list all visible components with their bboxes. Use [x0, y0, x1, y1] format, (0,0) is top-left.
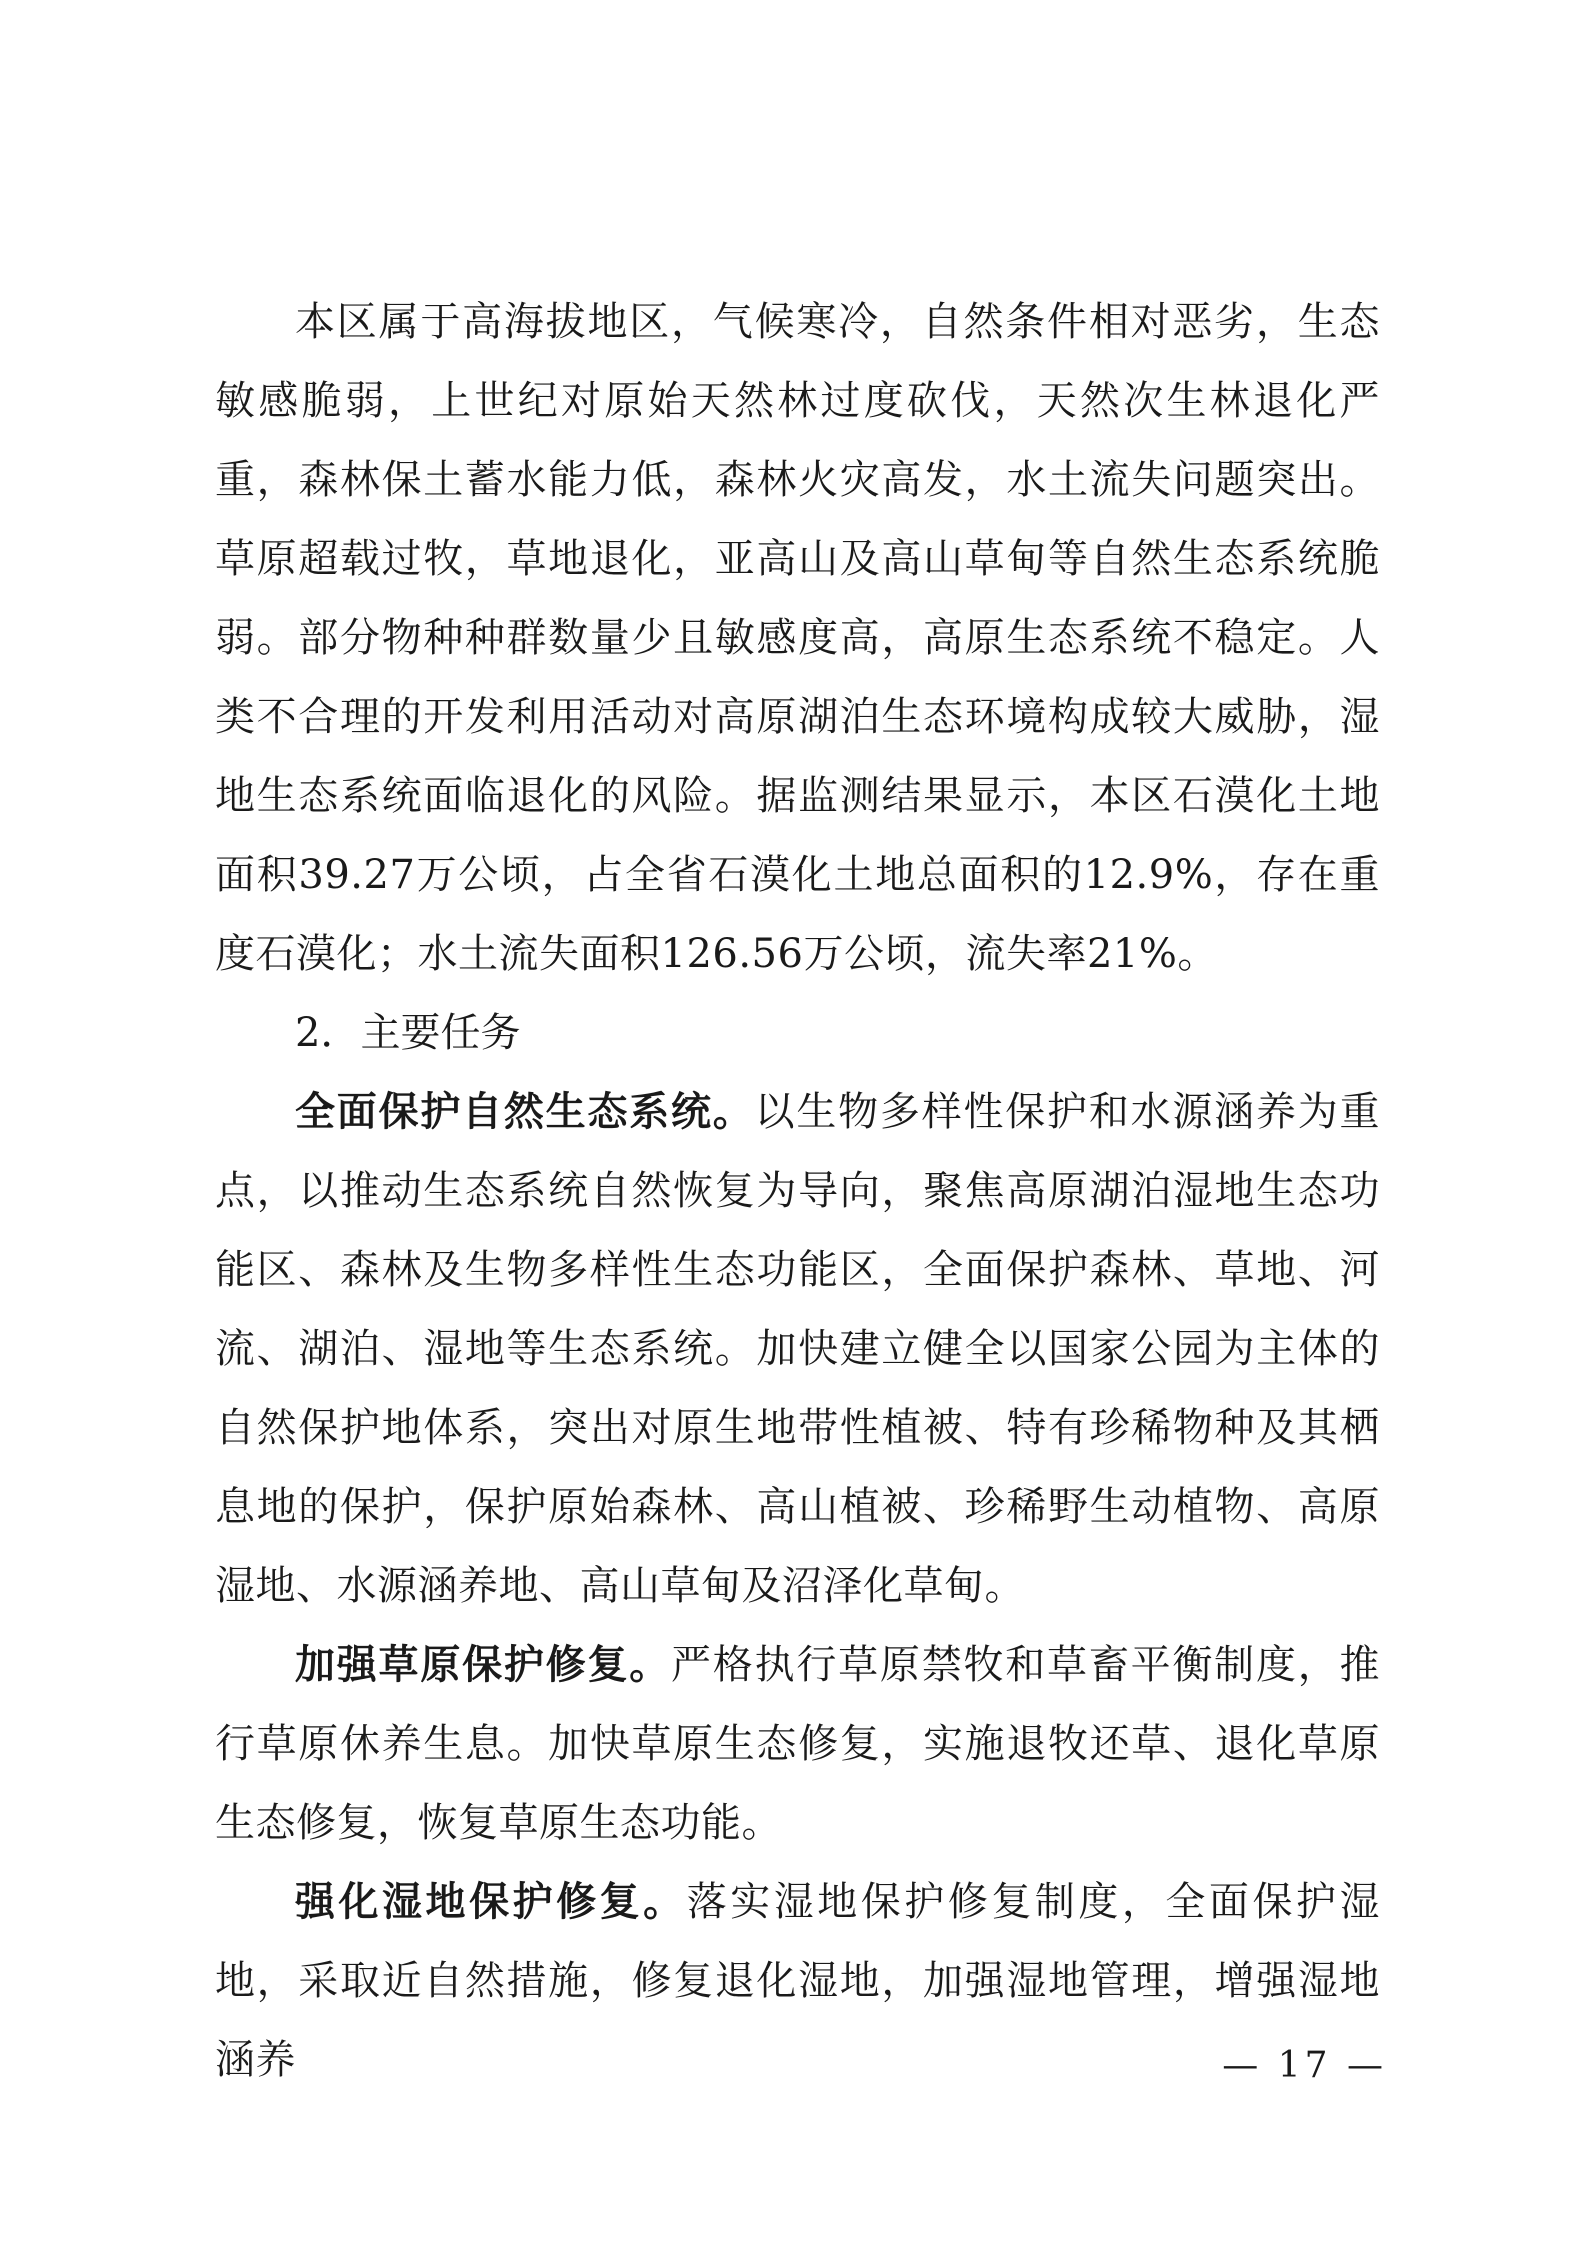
paragraph-lead: 加强草原保护修复。: [295, 1642, 672, 1688]
paragraph-text: 严格执行草原禁牧和草畜平衡制度，推行草原休养生息。加快草原生态修复，实施退牧还草、退化草原生态修复，恢复草原生态功能。: [215, 1642, 1381, 1846]
paragraph-wetland-restoration: [215, 1863, 1380, 2100]
page-number: — 17 —: [1222, 2045, 1387, 2086]
paragraph-lead: 全面保护自然生态系统。: [295, 1089, 755, 1135]
paragraph-text: 以生物多样性保护和水源涵养为重点，以推动生态系统自然恢复为导向，聚焦高原湖泊湿地生态功能区、森林及生物多样性生态功能区，全面保护森林、草地、河流、湖泊、湿地等生态系统。加快建立健全以国家公园为主体的自然保护地体系，突出对原生地带性植被、特有珍稀物种及其栖息地的保护，保护原始森林、高山植被、珍稀野生动植物、高原湿地、水源涵养地、高山草甸及沼泽化草甸。: [215, 1089, 1381, 1609]
section-heading-main-tasks: 2．主要任务: [295, 1010, 521, 1056]
document-body: [215, 283, 1380, 2100]
paragraph-region-overview: [215, 283, 1380, 994]
paragraph-lead: 强化湿地保护修复。: [295, 1879, 687, 1925]
paragraph-grassland-restoration: [215, 1626, 1380, 1863]
paragraph-protect-ecosystems: [215, 1073, 1380, 1626]
paragraph-text: 落实湿地保护修复制度，全面保护湿地，采取近自然措施，修复退化湿地，加强湿地管理，增强湿地涵养: [215, 1879, 1380, 2083]
paragraph-text: 本区属于高海拔地区，气候寒冷，自然条件相对恶劣，生态敏感脆弱，上世纪对原始天然林过度砍伐，天然次生林退化严重，森林保土蓄水能力低，森林火灾高发，水土流失问题突出。草原超载过牧，草地退化，亚高山及高山草甸等自然生态系统脆弱。部分物种种群数量少且敏感度高，高原生态系统不稳定。人类不合理的开发利用活动对高原湖泊生态环境构成较大威胁，湿地生态系统面临退化的风险。据监测结果显示，本区石漠化土地面积39.27万公顷，占全省石漠化土地总面积的12.9%，存在重度石漠化；水土流失面积126.56万公顷，流失率21%。: [215, 299, 1380, 977]
